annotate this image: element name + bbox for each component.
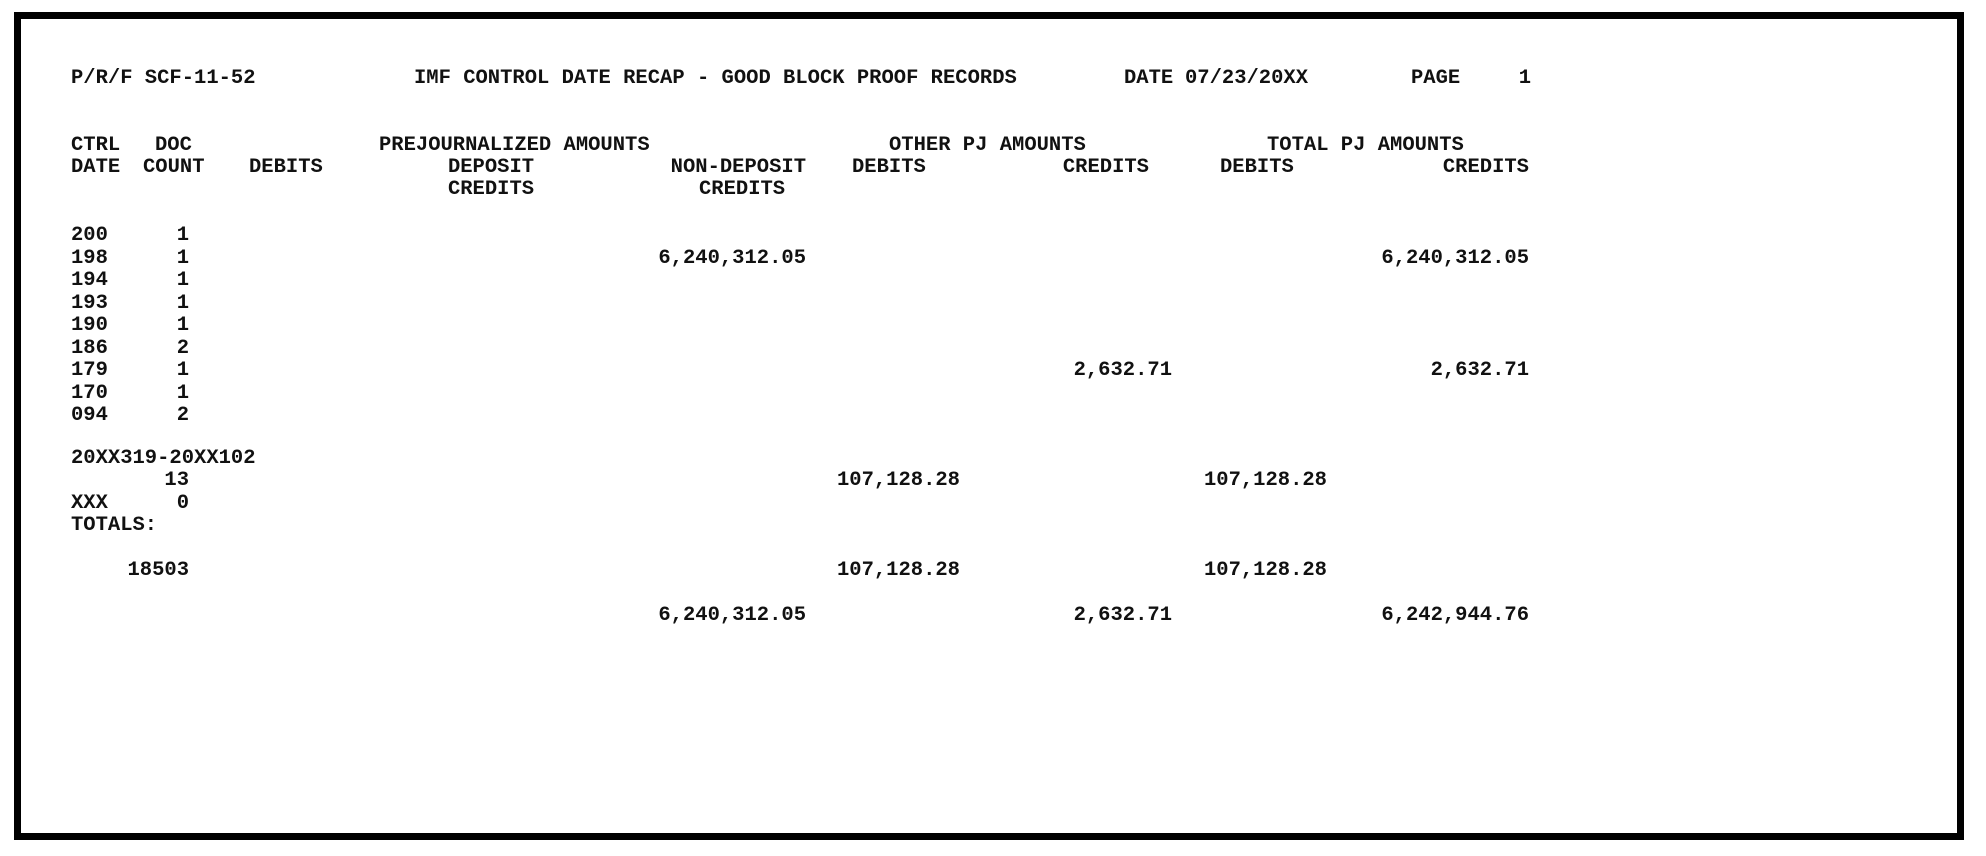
row-total-credits: 6,240,312.05 [1381,246,1529,270]
xxx-ctrl: XXX [71,492,108,515]
report-body [21,19,1957,833]
page-number: 1 [1518,67,1531,90]
col-deposit-line1: DEPOSIT [447,156,535,179]
col-ctrl-line1: CTRL [71,134,121,157]
totals-other-credits: 2,632.71 [1073,604,1172,627]
row-doc-count: 1 [176,224,189,247]
report-frame [14,12,1964,840]
totals-label: TOTALS: [71,514,158,537]
col-other-debits: DEBITS [852,156,926,179]
col-debits: DEBITS [249,156,323,179]
report-title: IMF CONTROL DATE RECAP - GOOD BLOCK PROOF RECORDS [414,67,1017,90]
group-other-heading: OTHER PJ AMOUNTS [889,134,1086,157]
row-ctrl-date: 179 [71,359,108,382]
totals-nondeposit-credits: 6,240,312.05 [658,604,806,627]
col-doc-line1: DOC [155,134,192,157]
row-doc-count: 1 [176,269,189,292]
col-total-debits: DEBITS [1220,156,1294,179]
row-ctrl-date: 190 [71,314,108,337]
row-ctrl-date: 186 [71,336,108,360]
col-total-credits: CREDITS [1442,156,1529,179]
group-total-heading: TOTAL PJ AMOUNTS [1267,134,1464,157]
row-doc-count: 1 [176,291,189,315]
col-nondeposit-line1: NON-DEPOSIT [670,156,806,179]
date-value: 07/23/20XX [1185,67,1309,90]
row-ctrl-date: 198 [71,246,108,270]
page-label: PAGE [1411,67,1461,90]
range-other-debits: 107,128.28 [836,469,960,492]
report-id: P/R/F SCF-11-52 [71,67,256,90]
col-other-credits: CREDITS [1062,156,1149,179]
row-ctrl-date: 170 [71,381,108,405]
range-count: 13 [164,469,189,492]
row-doc-count: 1 [176,314,189,337]
row-doc-count: 2 [176,404,189,427]
row-nondeposit-credits: 6,240,312.05 [658,246,806,270]
row-ctrl-date: 094 [71,404,108,427]
row-ctrl-date: 200 [71,224,108,247]
row-doc-count: 1 [176,359,189,382]
totals-count: 18503 [127,559,189,582]
row-doc-count: 2 [176,336,189,360]
row-doc-count: 1 [176,381,189,405]
totals-total-credits: 6,242,944.76 [1381,604,1529,627]
totals-other-debits: 107,128.28 [836,559,960,582]
row-other-credits: 2,632.71 [1073,359,1172,382]
col-doc-line2: COUNT [143,156,205,179]
row-ctrl-date: 194 [71,269,108,292]
col-ctrl-line2: DATE [71,156,121,179]
row-total-credits: 2,632.71 [1430,359,1529,382]
row-ctrl-date: 193 [71,291,108,315]
col-deposit-line2: CREDITS [447,178,535,201]
range-label: 20XX319-20XX102 [71,447,256,470]
xxx-count: 0 [176,492,189,515]
group-prejournalized-heading: PREJOURNALIZED AMOUNTS [379,134,650,157]
range-total-debits: 107,128.28 [1203,469,1327,492]
col-nondeposit-line2: CREDITS [699,178,786,201]
totals-total-debits: 107,128.28 [1203,559,1327,582]
row-doc-count: 1 [176,246,189,270]
date-label: DATE [1124,67,1174,90]
